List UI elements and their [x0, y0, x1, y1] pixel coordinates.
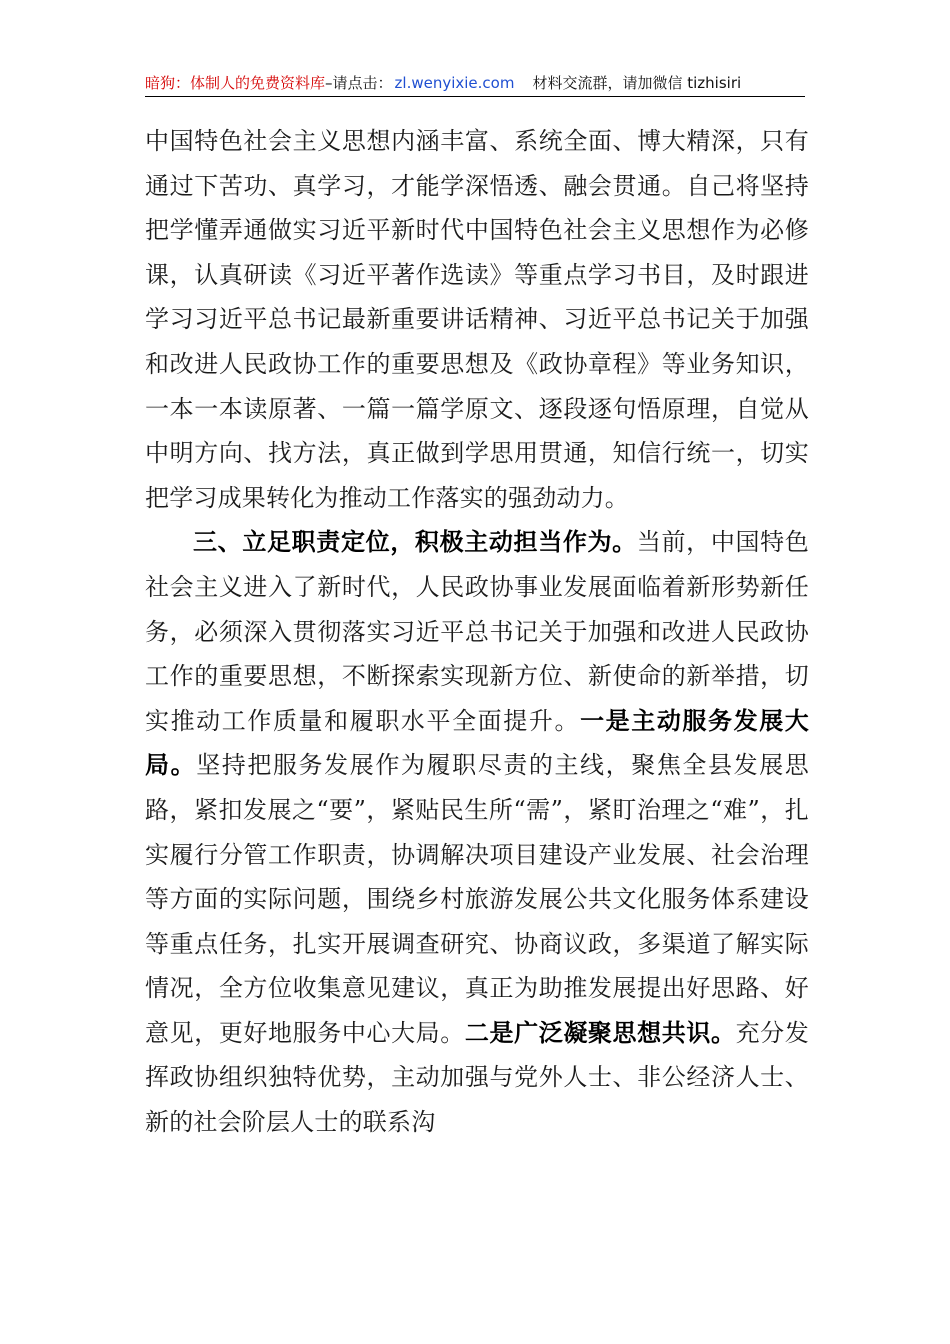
- page-header: [145, 68, 805, 97]
- section-3-heading: 三、立足职责定位，积极主动担当作为。: [193, 528, 637, 557]
- paragraph-study: 中国特色社会主义思想内涵丰富、系统全面、博大精深，只有通过下苦功、真学习，才能学深悟透、融会贯通。自己将坚持把学懂弄通做实习近平新时代中国特色社会主义思想作为必修课，认真研读《习近平著作选读》等重点学习书目，及时跟进学习习近平总书记最新重要讲话精神、习近平总书记关于加强和改进人民政协工作的重要思想及《政协章程》等业务知识，一本一本读原著、一篇一篇学原文、逐段逐句悟原理，自觉从中明方向、找方法，真正做到学思用贯通，知信行统一，切实把学习成果转化为推动工作落实的强劲动力。: [145, 127, 809, 512]
- point-1-heading: 一是主动服务发展大局。: [145, 706, 809, 780]
- header-url-link[interactable]: zl.wenyixie.com: [394, 74, 515, 92]
- header-contact: 材料交流群，请加微信 tizhisiri: [532, 74, 742, 92]
- header-click-prompt: –请点击：: [325, 74, 393, 92]
- point-2-text: 充分发挥政协组织独特优势，主动加强与党外人士、非公经济人士、新的社会阶层人士的联系沟: [145, 1018, 809, 1137]
- document-body: [145, 119, 809, 1145]
- header-site-name: 暗狗：体制人的免费资料库: [145, 74, 326, 92]
- point-1-text: 坚持把服务发展作为履职尽责的主线，聚焦全县发展思路，紧扣发展之“要”，紧贴民生所“需”，紧盯治理之“难”，扎实履行分管工作职责，协调解决项目建设产业发展、社会治理等方面的实际问题，围绕乡村旅游发展公共文化服务体系建设等重点任务，扎实开展调查研究、协商议政，多渠道了解实际情况，全方位收集意见建议，真正为助推发展提出好思路、好意见，更好地服务中心大局。: [145, 751, 809, 1047]
- point-2-heading: 二是广泛凝聚思想共识。: [464, 1018, 736, 1047]
- section-3-text: 当前，中国特色社会主义进入了新时代，人民政协事业发展面临着新形势新任务，必须深入贯彻落实习近平总书记关于加强和改进人民政协工作的重要思想，不断探索实现新方位、新使命的新举措，切实推动工作质量和履职水平全面提升。: [145, 528, 809, 735]
- paragraph-section-3: [145, 520, 809, 1144]
